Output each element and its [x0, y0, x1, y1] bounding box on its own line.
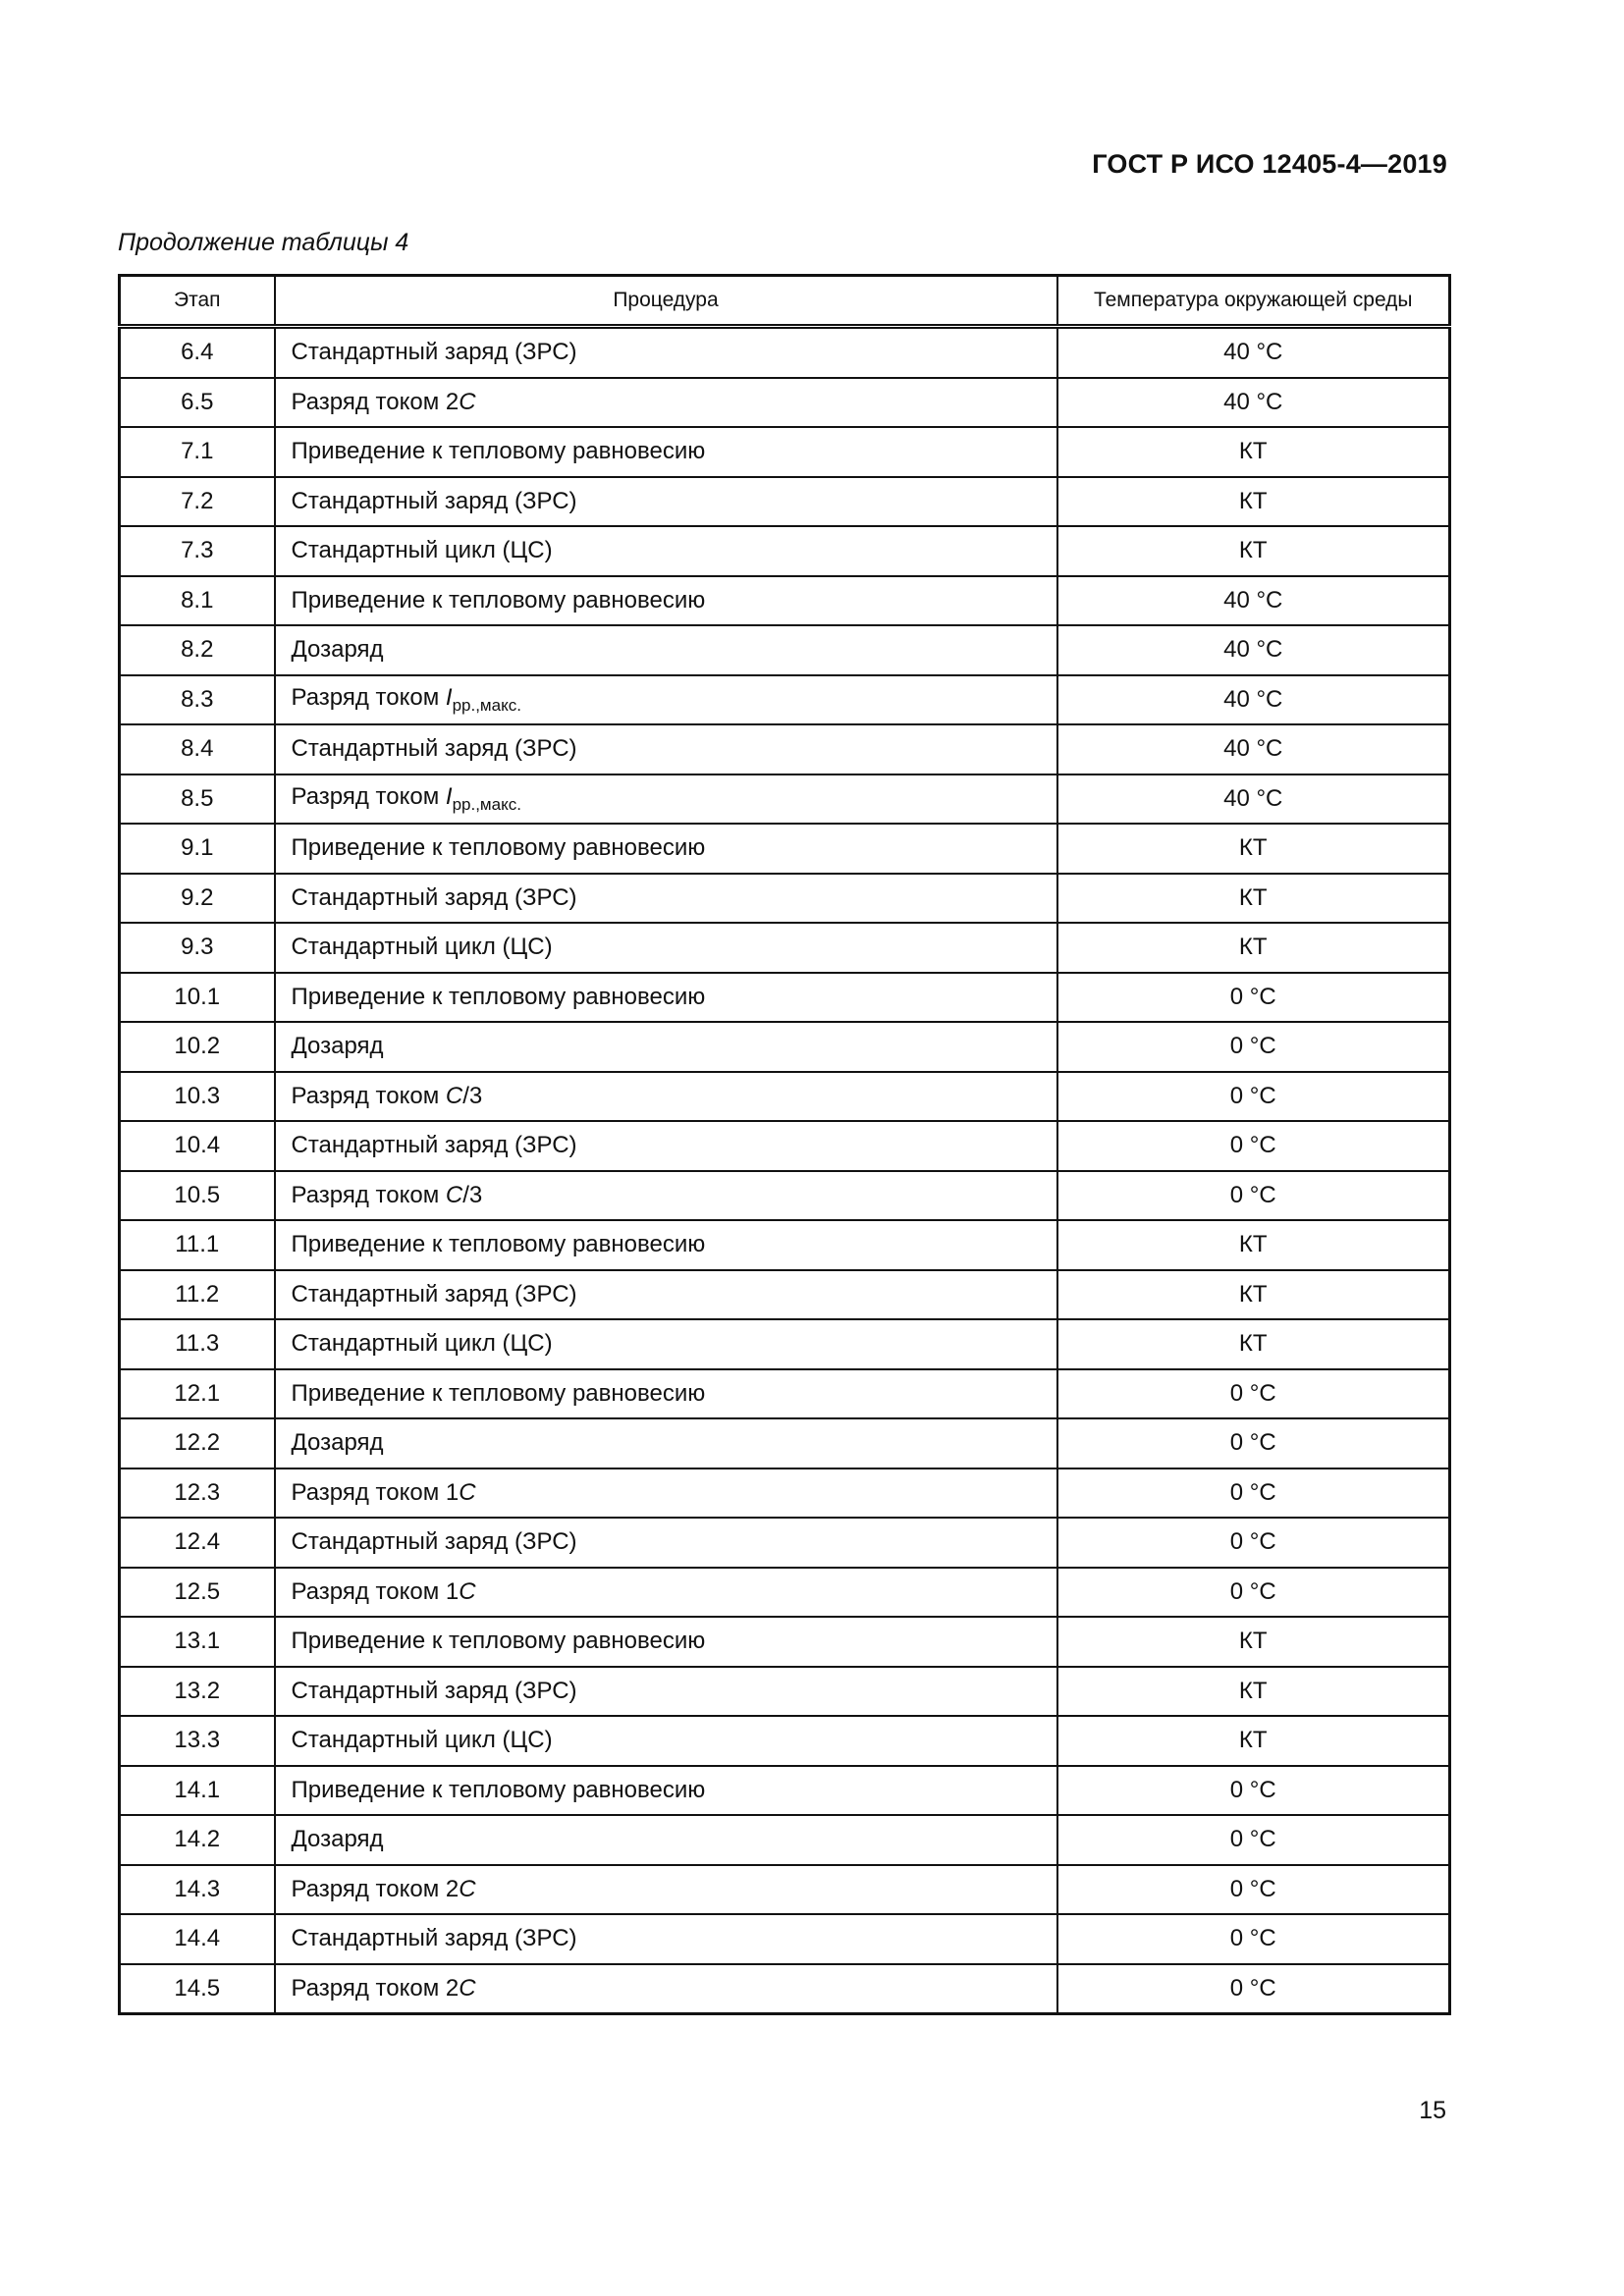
temperature-cell: 0 °C	[1057, 1964, 1450, 2014]
step-cell: 8.4	[120, 724, 275, 774]
step-cell: 13.1	[120, 1617, 275, 1667]
temperature-cell: 40 °C	[1057, 724, 1450, 774]
temperature-cell: 40 °C	[1057, 378, 1450, 428]
temperature-cell: 40 °C	[1057, 576, 1450, 626]
procedure-cell: Дозаряд	[275, 1022, 1057, 1072]
step-cell: 10.5	[120, 1171, 275, 1221]
temperature-cell: 0 °C	[1057, 1468, 1450, 1519]
step-cell: 10.4	[120, 1121, 275, 1171]
table-row	[120, 1171, 1450, 1221]
procedure-cell: Дозаряд	[275, 1815, 1057, 1865]
procedure-cell: Разряд током $I_{рр.,макс.}$	[275, 675, 1057, 725]
table-row	[120, 625, 1450, 675]
temperature-cell: 0 °C	[1057, 1914, 1450, 1964]
document-id-header: ГОСТ Р ИСО 12405-4—2019	[1092, 149, 1447, 179]
step-cell: 9.3	[120, 923, 275, 973]
table-row	[120, 427, 1450, 477]
temperature-cell: КТ	[1057, 1716, 1450, 1766]
table-row	[120, 675, 1450, 725]
header-row	[120, 276, 1450, 327]
temperature-cell: КТ	[1057, 1270, 1450, 1320]
table-row	[120, 1220, 1450, 1270]
procedure-cell: Разряд током 1C	[275, 1468, 1057, 1519]
procedure-cell: Приведение к тепловому равновесию	[275, 576, 1057, 626]
table-row	[120, 477, 1450, 527]
table-caption: Продолжение таблицы 4	[118, 229, 409, 256]
procedure-table	[118, 274, 1451, 2015]
procedure-cell: Разряд током 2C	[275, 1865, 1057, 1915]
table-row	[120, 1667, 1450, 1717]
table-row	[120, 923, 1450, 973]
procedure-cell: Приведение к тепловому равновесию	[275, 1369, 1057, 1419]
procedure-cell: Приведение к тепловому равновесию	[275, 1617, 1057, 1667]
procedure-cell: Стандартный заряд (ЗРС)	[275, 327, 1057, 378]
procedure-cell: Стандартный цикл (ЦС)	[275, 1716, 1057, 1766]
procedure-cell: Стандартный заряд (ЗРС)	[275, 1914, 1057, 1964]
temperature-cell: 40 °C	[1057, 625, 1450, 675]
table-row	[120, 1815, 1450, 1865]
table-row	[120, 824, 1450, 874]
procedure-cell: Разряд током 2C	[275, 1964, 1057, 2014]
procedure-cell: Дозаряд	[275, 1418, 1057, 1468]
table-row	[120, 1766, 1450, 1816]
temperature-cell: 0 °C	[1057, 973, 1450, 1023]
step-cell: 7.3	[120, 526, 275, 576]
table-row	[120, 973, 1450, 1023]
step-cell: 6.4	[120, 327, 275, 378]
table-row	[120, 1617, 1450, 1667]
table-row	[120, 327, 1450, 378]
temperature-cell: 40 °C	[1057, 327, 1450, 378]
step-cell: 7.2	[120, 477, 275, 527]
table-row	[120, 378, 1450, 428]
step-cell: 10.1	[120, 973, 275, 1023]
step-cell: 14.3	[120, 1865, 275, 1915]
procedure-cell: Разряд током C/3	[275, 1171, 1057, 1221]
step-cell: 14.1	[120, 1766, 275, 1816]
step-cell: 8.2	[120, 625, 275, 675]
procedure-cell: Разряд током C/3	[275, 1072, 1057, 1122]
step-cell: 14.5	[120, 1964, 275, 2014]
temperature-cell: КТ	[1057, 427, 1450, 477]
temperature-cell: 0 °C	[1057, 1865, 1450, 1915]
step-cell: 11.1	[120, 1220, 275, 1270]
step-cell: 9.1	[120, 824, 275, 874]
step-cell: 14.2	[120, 1815, 275, 1865]
table-row	[120, 1270, 1450, 1320]
step-cell: 8.1	[120, 576, 275, 626]
column-header-procedure: Процедура	[275, 276, 1057, 327]
procedure-cell: Стандартный заряд (ЗРС)	[275, 1518, 1057, 1568]
step-cell: 14.4	[120, 1914, 275, 1964]
step-cell: 10.3	[120, 1072, 275, 1122]
temperature-cell: 0 °C	[1057, 1171, 1450, 1221]
temperature-cell: 0 °C	[1057, 1072, 1450, 1122]
step-cell: 6.5	[120, 378, 275, 428]
step-cell: 7.1	[120, 427, 275, 477]
temperature-cell: 0 °C	[1057, 1568, 1450, 1618]
temperature-cell: 0 °C	[1057, 1418, 1450, 1468]
step-cell: 10.2	[120, 1022, 275, 1072]
procedure-cell: Приведение к тепловому равновесию	[275, 824, 1057, 874]
table-row	[120, 1865, 1450, 1915]
step-cell: 12.1	[120, 1369, 275, 1419]
table-row	[120, 576, 1450, 626]
page-number: 15	[1419, 2097, 1446, 2124]
temperature-cell: 40 °C	[1057, 774, 1450, 825]
procedure-cell: Приведение к тепловому равновесию	[275, 427, 1057, 477]
temperature-cell: 0 °C	[1057, 1815, 1450, 1865]
table-row	[120, 1022, 1450, 1072]
table-body	[120, 327, 1450, 2014]
temperature-cell: КТ	[1057, 923, 1450, 973]
step-cell: 13.2	[120, 1667, 275, 1717]
table-row	[120, 1518, 1450, 1568]
procedure-cell: Стандартный заряд (ЗРС)	[275, 874, 1057, 924]
temperature-cell: КТ	[1057, 1617, 1450, 1667]
procedure-cell: Приведение к тепловому равновесию	[275, 973, 1057, 1023]
table-row	[120, 1914, 1450, 1964]
temperature-cell: КТ	[1057, 477, 1450, 527]
table-row	[120, 1568, 1450, 1618]
table-row	[120, 874, 1450, 924]
procedure-cell: Приведение к тепловому равновесию	[275, 1220, 1057, 1270]
procedure-cell: Стандартный цикл (ЦС)	[275, 526, 1057, 576]
step-cell: 11.3	[120, 1319, 275, 1369]
table-row	[120, 1964, 1450, 2014]
procedure-cell: Разряд током 2C	[275, 378, 1057, 428]
temperature-cell: 0 °C	[1057, 1369, 1450, 1419]
step-cell: 12.3	[120, 1468, 275, 1519]
step-cell: 11.2	[120, 1270, 275, 1320]
step-cell: 12.2	[120, 1418, 275, 1468]
procedure-cell: Разряд током 1C	[275, 1568, 1057, 1618]
procedure-cell: Дозаряд	[275, 625, 1057, 675]
temperature-cell: КТ	[1057, 1220, 1450, 1270]
procedure-cell: Разряд током $I_{рр.,макс.}$	[275, 774, 1057, 825]
procedure-cell: Стандартный цикл (ЦС)	[275, 923, 1057, 973]
temperature-cell: 0 °C	[1057, 1022, 1450, 1072]
table-row	[120, 1369, 1450, 1419]
table-row	[120, 1716, 1450, 1766]
column-header-step: Этап	[120, 276, 275, 327]
step-cell: 13.3	[120, 1716, 275, 1766]
table-row	[120, 724, 1450, 774]
table-row	[120, 1468, 1450, 1519]
table-row	[120, 1418, 1450, 1468]
temperature-cell: 40 °C	[1057, 675, 1450, 725]
procedure-cell: Стандартный заряд (ЗРС)	[275, 477, 1057, 527]
table-header	[120, 276, 1450, 327]
step-cell: 12.4	[120, 1518, 275, 1568]
table-row	[120, 1072, 1450, 1122]
temperature-cell: КТ	[1057, 874, 1450, 924]
step-cell: 8.5	[120, 774, 275, 825]
procedure-cell: Стандартный заряд (ЗРС)	[275, 1270, 1057, 1320]
procedure-cell: Стандартный цикл (ЦС)	[275, 1319, 1057, 1369]
temperature-cell: 0 °C	[1057, 1766, 1450, 1816]
procedure-cell: Приведение к тепловому равновесию	[275, 1766, 1057, 1816]
step-cell: 8.3	[120, 675, 275, 725]
temperature-cell: КТ	[1057, 526, 1450, 576]
step-cell: 9.2	[120, 874, 275, 924]
table-row	[120, 774, 1450, 825]
procedure-cell: Стандартный заряд (ЗРС)	[275, 724, 1057, 774]
temperature-cell: КТ	[1057, 1667, 1450, 1717]
table-row	[120, 1121, 1450, 1171]
table-row	[120, 526, 1450, 576]
temperature-cell: 0 °C	[1057, 1518, 1450, 1568]
temperature-cell: 0 °C	[1057, 1121, 1450, 1171]
table-row	[120, 1319, 1450, 1369]
procedure-cell: Стандартный заряд (ЗРС)	[275, 1667, 1057, 1717]
column-header-temperature: Температура окружающей среды	[1057, 276, 1450, 327]
temperature-cell: КТ	[1057, 1319, 1450, 1369]
step-cell: 12.5	[120, 1568, 275, 1618]
procedure-cell: Стандартный заряд (ЗРС)	[275, 1121, 1057, 1171]
temperature-cell: КТ	[1057, 824, 1450, 874]
